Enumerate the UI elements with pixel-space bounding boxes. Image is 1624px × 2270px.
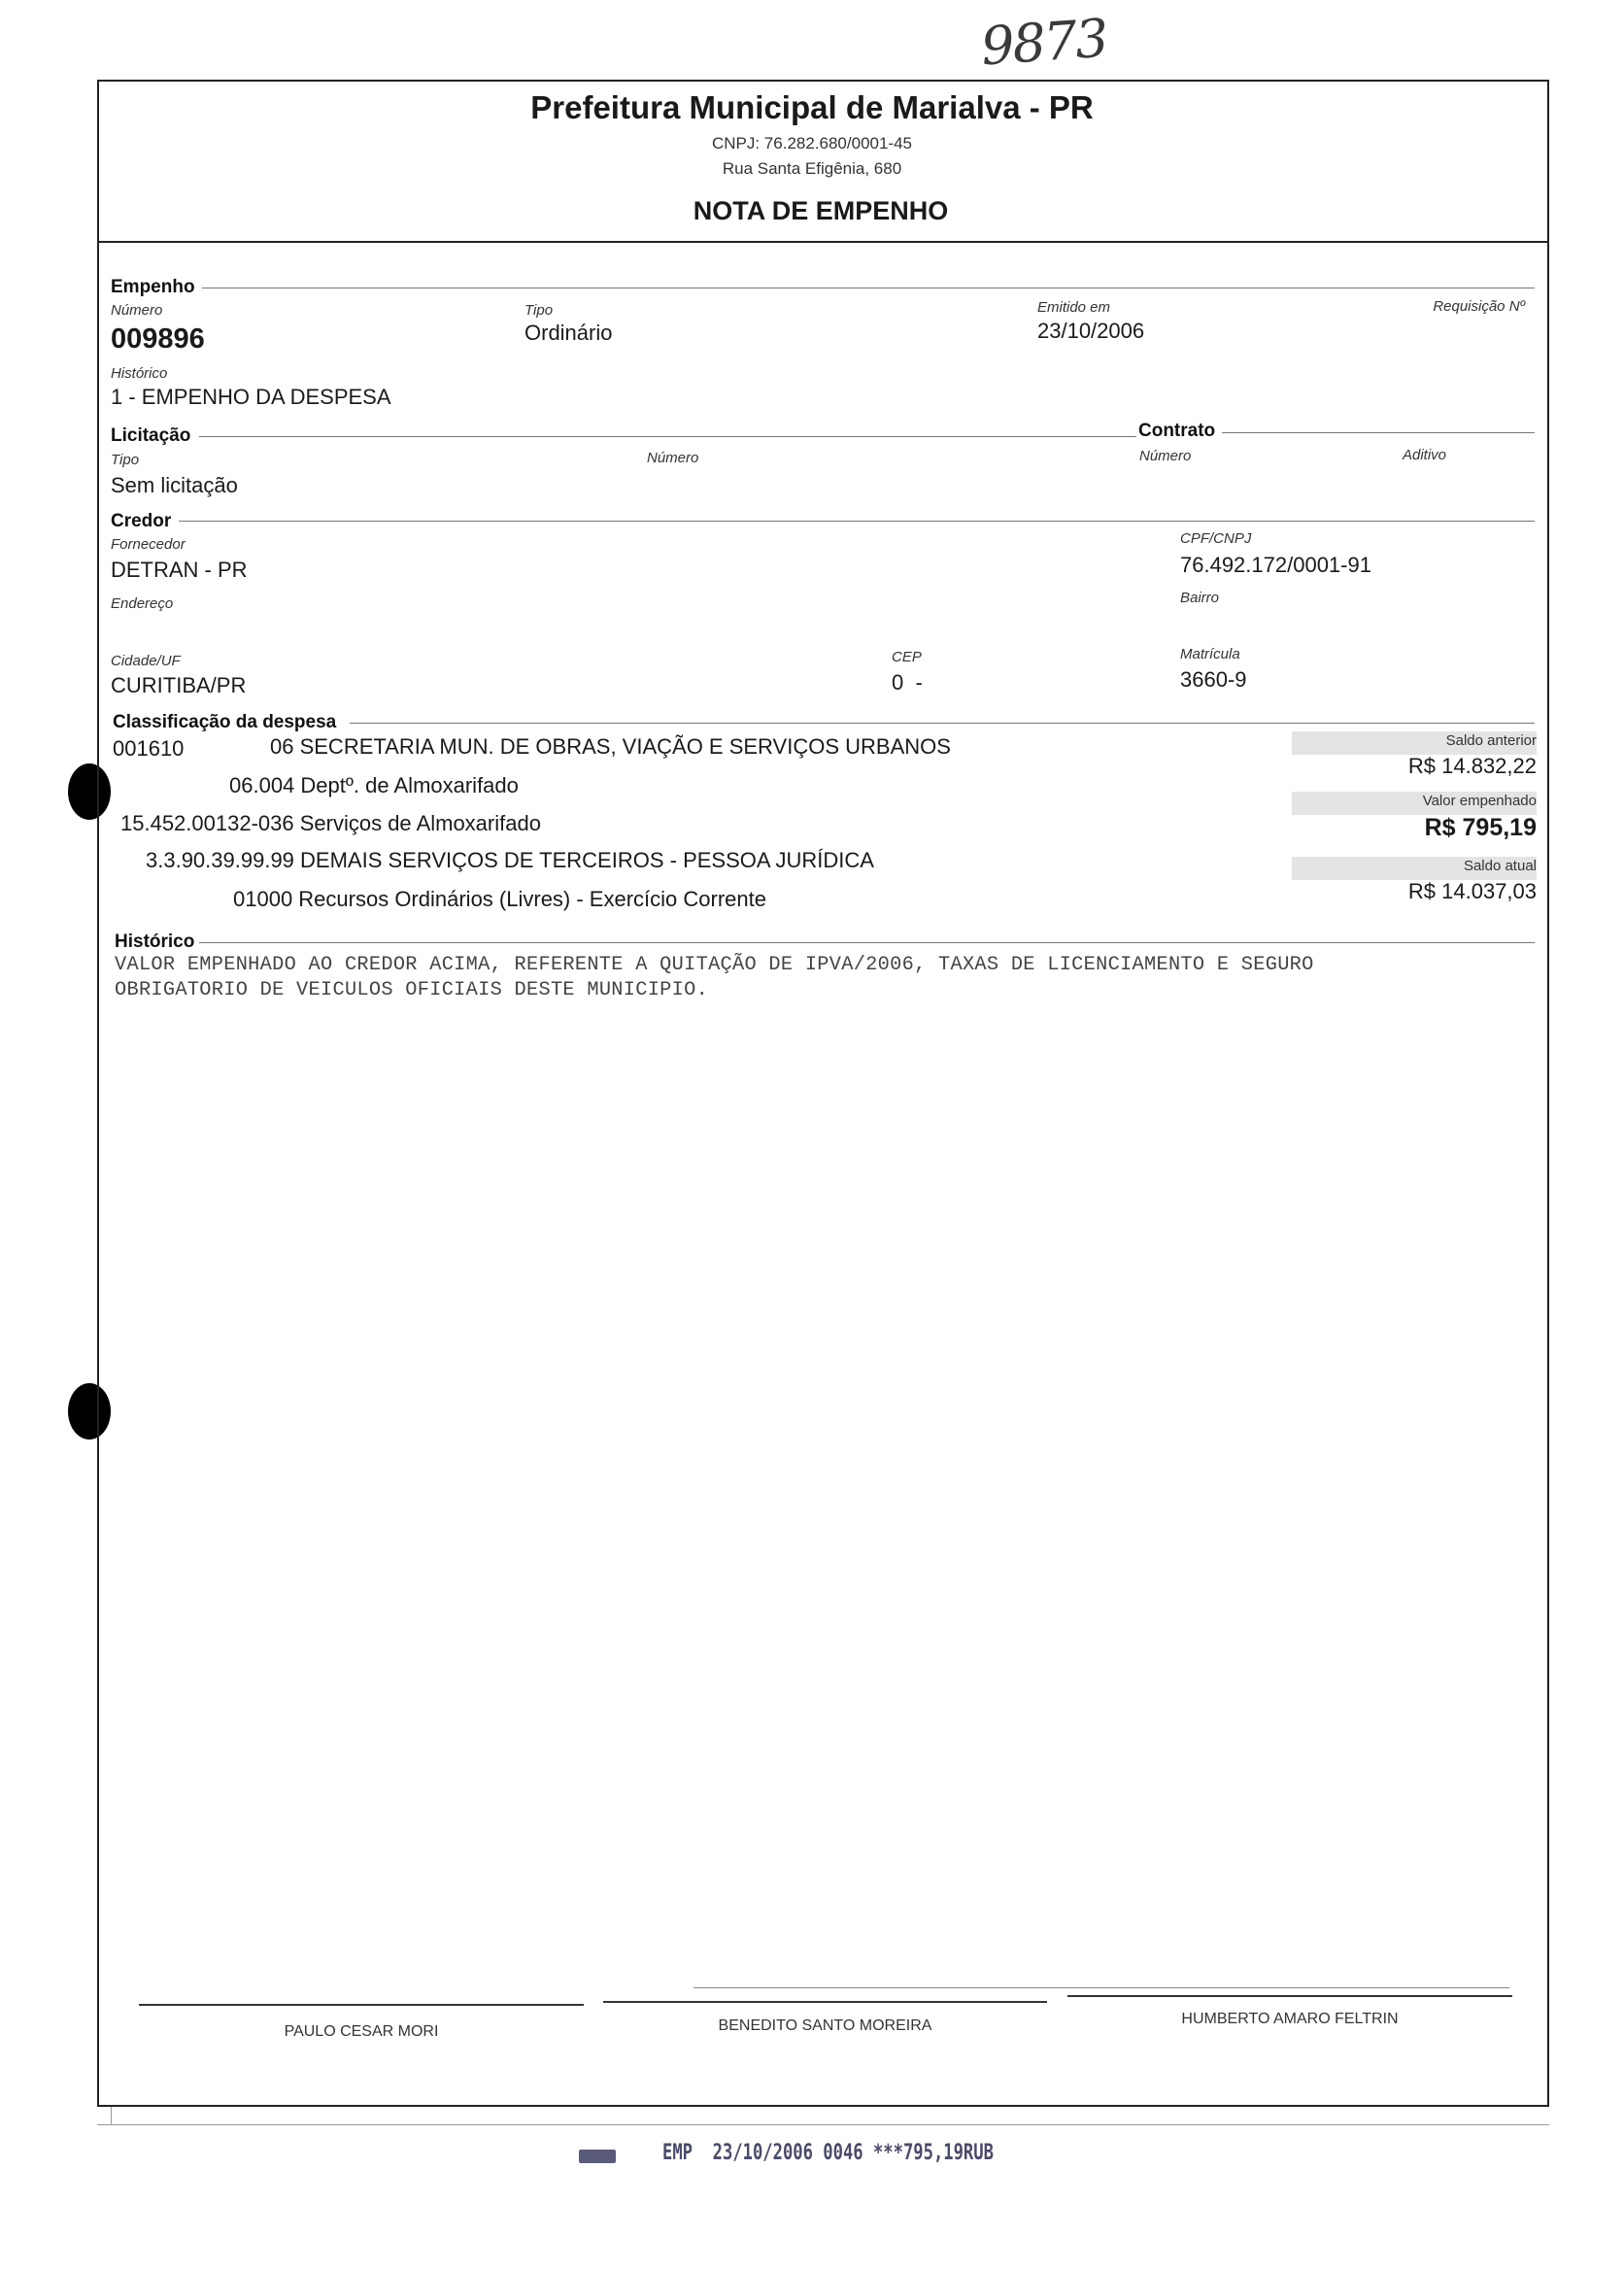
frame-left-tick: [111, 2107, 112, 2124]
licitacao-tipo: Sem licitação: [111, 473, 238, 497]
valor-empenhado-label: Valor empenhado: [1422, 793, 1537, 809]
signature-name-2: BENEDITO SANTO MOREIRA: [718, 2017, 932, 2034]
empenho-emitido: 23/10/2006: [1037, 319, 1145, 343]
historico-line2: OBRIGATORIO DE VEICULOS OFICIAIS DESTE MUNICIPIO.: [115, 979, 709, 1001]
credor-cpf-label: CPF/CNPJ: [1180, 530, 1252, 547]
empenho-tipo: Ordinário: [524, 321, 613, 345]
empenho-historico-label: Histórico: [111, 365, 168, 382]
classificacao-line1-code: 001610: [113, 736, 185, 761]
signature-line-2: [603, 2001, 1047, 2003]
section-classificacao-rule: [350, 723, 1535, 724]
credor-bairro-label: Bairro: [1180, 590, 1220, 606]
licitacao-tipo-label: Tipo: [111, 452, 140, 468]
header-address: Rua Santa Efigênia, 680: [722, 159, 902, 178]
credor-cpf: 76.492.172/0001-91: [1180, 553, 1371, 577]
machine-stamp: EMP 23/10/2006 0046 ***795,19RUB: [662, 2141, 994, 2165]
empenho-tipo-label: Tipo: [524, 302, 554, 319]
empenho-historico: 1 - EMPENHO DA DESPESA: [111, 385, 391, 409]
empenho-numero-label: Número: [111, 302, 163, 319]
saldo-anterior-value: R$ 14.832,22: [1407, 754, 1537, 778]
classificacao-line4: 3.3.90.39.99.99 DEMAIS SERVIÇOS DE TERCEIROS - PESSOA JURÍDICA: [146, 848, 874, 872]
empenho-requisicao-label: Requisição Nº: [1433, 298, 1525, 315]
section-contrato-rule: [1222, 432, 1535, 433]
section-licitacao: Licitação: [111, 425, 191, 446]
section-empenho: Empenho: [111, 277, 195, 297]
classificacao-line5: 01000 Recursos Ordinários (Livres) - Exercício Corrente: [233, 887, 766, 911]
credor-cep: 0 -: [892, 670, 923, 695]
credor-matricula: 3660-9: [1180, 667, 1247, 692]
section-historico-rule: [199, 942, 1535, 943]
section-contrato: Contrato: [1138, 421, 1216, 441]
contrato-aditivo-label: Aditivo: [1403, 447, 1447, 463]
section-licitacao-rule: [199, 436, 1136, 437]
signature-top-rule: [694, 1987, 1509, 1988]
credor-cidade: CURITIBA/PR: [111, 673, 247, 697]
licitacao-numero-label: Número: [647, 450, 699, 466]
valor-empenhado-value: R$ 795,19: [1424, 814, 1537, 841]
section-historico: Histórico: [115, 932, 195, 952]
empenho-numero: 009896: [111, 323, 205, 355]
section-credor-rule: [179, 521, 1535, 522]
credor-fornecedor: DETRAN - PR: [111, 558, 248, 582]
header-separator: [97, 241, 1549, 243]
credor-cidade-label: Cidade/UF: [111, 653, 181, 669]
page-title: Prefeitura Municipal de Marialva - PR: [530, 89, 1094, 125]
historico-line1: VALOR EMPENHADO AO CREDOR ACIMA, REFERENTE A QUITAÇÃO DE IPVA/2006, TAXAS DE LICENCIAMENTO E SEGURO: [115, 954, 1314, 976]
classificacao-line1-text: 06 SECRETARIA MUN. DE OBRAS, VIAÇÃO E SERVIÇOS URBANOS: [270, 734, 951, 759]
credor-endereco-label: Endereço: [111, 595, 174, 612]
saldo-atual-value: R$ 14.037,03: [1407, 879, 1537, 903]
section-classificacao: Classificação da despesa: [113, 712, 337, 732]
classificacao-line3: 15.452.00132-036 Serviços de Almoxarifado: [120, 811, 541, 835]
credor-cep-label: CEP: [892, 649, 922, 665]
classificacao-line2: 06.004 Deptº. de Almoxarifado: [229, 773, 519, 797]
credor-fornecedor-label: Fornecedor: [111, 536, 186, 553]
section-credor: Credor: [111, 511, 172, 531]
frame-bottom-rule: [97, 2124, 1549, 2125]
handwritten-number: 9873: [978, 7, 1109, 78]
contrato-numero-label: Número: [1139, 448, 1192, 464]
header-cnpj: CNPJ: 76.282.680/0001-45: [711, 134, 913, 152]
signature-line-1: [139, 2004, 584, 2006]
empenho-emitido-label: Emitido em: [1037, 299, 1111, 316]
saldo-atual-label: Saldo atual: [1463, 858, 1537, 874]
doc-title: NOTA DE EMPENHO: [693, 196, 949, 225]
credor-matricula-label: Matrícula: [1180, 646, 1240, 662]
stamp-mark: [579, 2150, 616, 2163]
signature-name-3: HUMBERTO AMARO FELTRIN: [1181, 2011, 1399, 2027]
signature-name-1: PAULO CESAR MORI: [284, 2023, 439, 2040]
signature-line-3: [1067, 1995, 1512, 1997]
saldo-anterior-label: Saldo anterior: [1445, 732, 1537, 749]
